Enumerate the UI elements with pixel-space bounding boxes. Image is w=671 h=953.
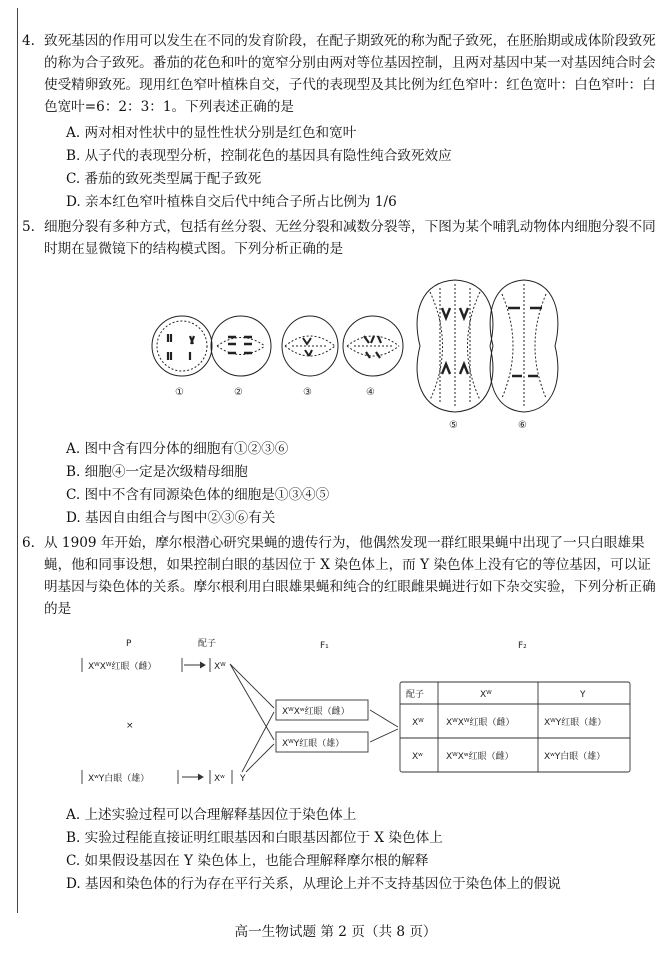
cell-5 [417, 280, 493, 412]
question-4-option-c: C. 番茄的致死类型属于配子致死 [66, 171, 262, 187]
cross-diagram [70, 632, 640, 792]
cell-6 [490, 280, 558, 412]
cell-4 [343, 316, 403, 376]
label-f2: F₂ [518, 641, 527, 651]
cell-1 [152, 316, 212, 376]
question-4-option-d: D. 亲本红色窄叶植株自交后代中纯合子所占比例为 1/6 [66, 194, 397, 210]
cell-label-4: ④ [366, 387, 375, 398]
table-row2-c1: XᵂXʷ红眼（雌） [446, 752, 514, 762]
question-5-number: 5. [22, 219, 35, 235]
cross-symbol: × [126, 721, 134, 731]
question-5-text: 细胞分裂有多种方式，包括有丝分裂、无丝分裂和减数分裂等，下图为某个哺乳动物体内细胞分裂不同时期在显微镜下的结构模式图。下列分析正确的是 [44, 219, 656, 257]
parent-female: XᵂXᵂ红眼（雌） [88, 662, 157, 672]
table-col-y: Y [580, 690, 586, 700]
cell-2 [211, 316, 271, 376]
table-row1-head: Xᵂ [412, 718, 424, 728]
question-6-option-d: D. 基因和染色体的行为存在平行关系，从理论上并不支持基因位于染色体上的假说 [66, 876, 561, 892]
question-6-option-a: A. 上述实验过程可以合理解释基因位于染色体上 [66, 807, 357, 823]
label-f1: F₁ [320, 641, 329, 651]
table-col-xw: Xᵂ [480, 690, 492, 700]
table-corner: 配子 [406, 690, 425, 700]
question-4-option-a: A. 两对相对性状中的显性性状分别是红色和宽叶 [66, 125, 357, 141]
f1-female: XᵂXʷ红眼（雌） [282, 707, 350, 717]
binding-line [17, 8, 18, 913]
gamete-male-x: Xʷ [214, 774, 225, 784]
gamete-female: Xᵂ [214, 662, 226, 672]
question-6-option-c: C. 如果假设基因在 Y 染色体上，也能合理解释摩尔根的解释 [66, 853, 429, 869]
question-5-option-d: D. 基因自由组合与图中②③⑥有关 [66, 510, 276, 526]
question-5-option-a: A. 图中含有四分体的细胞有①②③⑥ [66, 441, 289, 457]
f1-male: XᵂY红眼（雄） [282, 739, 345, 749]
parent-male: XʷY白眼（雄） [88, 774, 150, 784]
question-5-option-b: B. 细胞④一定是次级精母细胞 [66, 464, 248, 480]
question-4-stem [22, 30, 659, 118]
cell-3 [282, 316, 338, 376]
table-row1-c1: XᵂXᵂ红眼（雌） [446, 718, 515, 728]
question-6-text: 从 1909 年开始，摩尔根潜心研究果蝇的遗传行为，他偶然发现一群红眼果蝇中出现了一只白眼雄果蝇，他和同事设想，如果控制白眼的基因位于 X 染色体上，而 Y 染色体上没有它的等位基因，可以证明基因与染色体的关系。摩尔根利用白眼雄果蝇和纯合的红眼雌果蝇进行如下杂交实验，下列分析正确的是 [44, 535, 656, 617]
label-p: P [126, 639, 132, 649]
cell-label-6: ⑥ [518, 420, 527, 431]
label-gamete: 配子 [198, 639, 217, 649]
cell-division-figure [140, 274, 560, 434]
question-5-stem [22, 216, 659, 260]
question-6-number: 6. [22, 535, 35, 551]
cell-label-5: ⑤ [449, 420, 458, 431]
cell-label-2: ② [234, 387, 243, 398]
question-6-option-b: B. 实验过程能直接证明红眼基因和白眼基因都位于 X 染色体上 [66, 830, 443, 846]
question-4-text: 致死基因的作用可以发生在不同的发育阶段，在配子期致死的称为配子致死，在胚胎期或成体阶段致死的称为合子致死。番茄的花色和叶的宽窄分别由两对等位基因控制，且两对基因中某一对基因纯合时会使受精卵致死。现用红色窄叶植株自交，子代的表现型及其比例为红色窄叶：红色宽叶：白色窄叶：白色宽叶=6：2：3：1。下列表述正确的是 [44, 33, 656, 115]
page-footer: 高一生物试题 第 2 页（共 8 页） [234, 924, 437, 940]
question-6-stem [22, 532, 659, 620]
question-5-option-c: C. 图中不含有同源染色体的细胞是①③④⑤ [66, 487, 330, 503]
question-4-number: 4. [22, 33, 35, 49]
cell-label-3: ③ [303, 387, 312, 398]
table-row2-c2: XʷY白眼（雄） [544, 752, 606, 762]
table-row2-head: Xʷ [412, 752, 423, 762]
table-row1-c2: XᵂY红眼（雄） [544, 718, 607, 728]
cell-label-1: ① [175, 387, 184, 398]
gamete-male-y: Y [240, 774, 246, 784]
question-4-option-b: B. 从子代的表现型分析，控制花色的基因具有隐性纯合致死效应 [66, 148, 452, 164]
